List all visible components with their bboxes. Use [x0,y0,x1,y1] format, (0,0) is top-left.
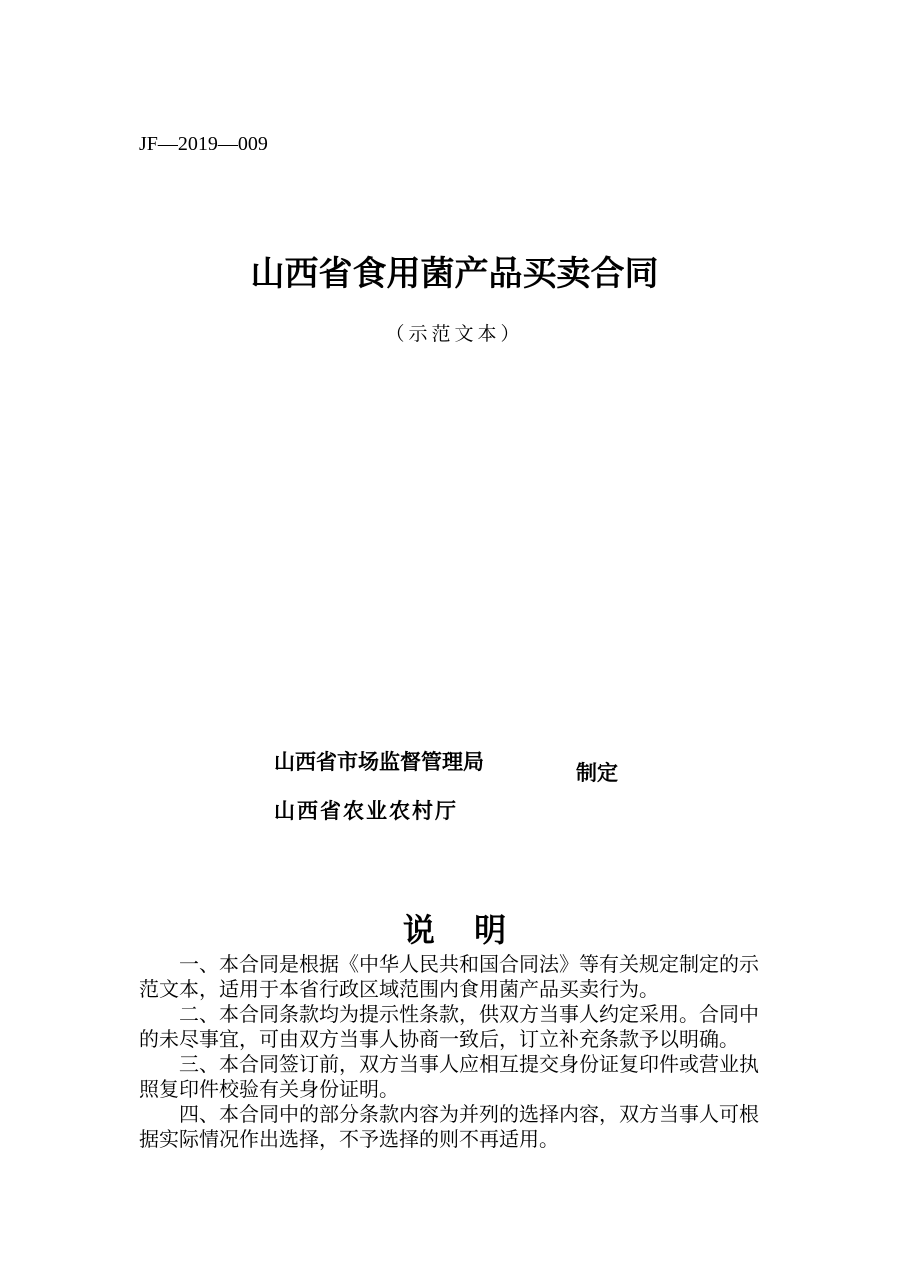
document-title: 山西省食用菌产品买卖合同 [250,254,659,294]
note-item-4: 四、本合同中的部分条款内容为并列的选择内容，双方当事人可根据实际情况作出选择，不予选择的则不再适用。 [139,1102,759,1151]
note-item-2: 二、本合同条款均为提示性条款，供双方当事人约定采用。合同中的未尽事宜，可由双方当事人协商一致后，订立补充条款予以明确。 [139,1002,759,1051]
document-code: JF—2019—009 [139,133,268,155]
issuer-action-label: 制定 [576,761,618,785]
note-item-3: 三、本合同签订前，双方当事人应相互提交身份证复印件或营业执照复印件校验有关身份证明。 [139,1052,759,1101]
note-item-1: 一、本合同是根据《中华人民共和国合同法》等有关规定制定的示范文本，适用于本省行政区域范围内食用菌产品买卖行为。 [139,952,759,1001]
notes-title: 说 明 [402,911,521,949]
issuer-market-regulation: 山西省市场监督管理局 [274,750,484,774]
notes-body [139,952,759,1152]
document-subtitle: （示范文本） [385,323,524,345]
issuer-agriculture: 山西省农业农村厅 [274,799,458,823]
